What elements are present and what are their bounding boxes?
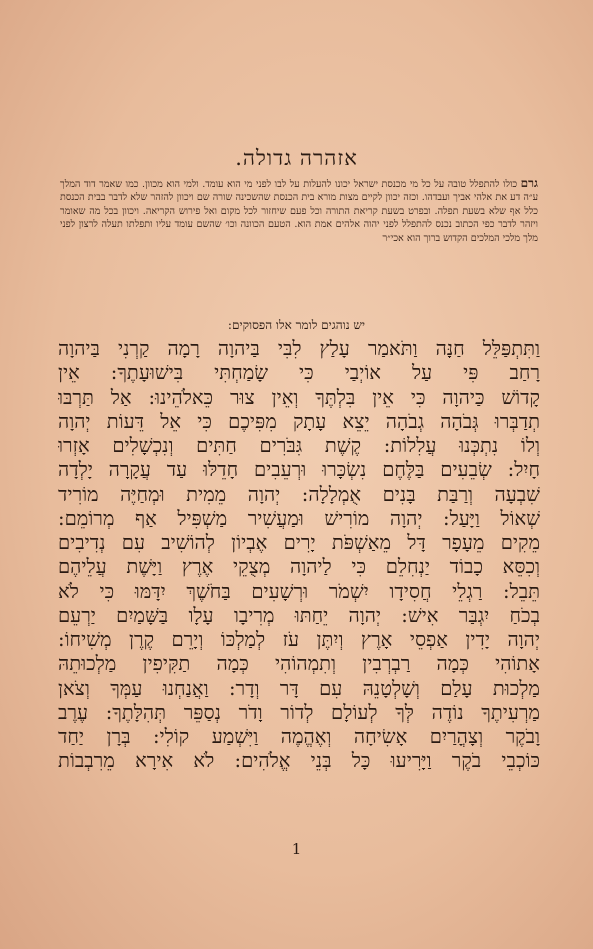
body-line: מֵקִים מֵעָפָר דָּל מֵאַשְׁפֹּת יָרִים אֶבְיוֹן לְהוֹשִׁיב עִם נְדִיבִים (58, 531, 540, 554)
body-line: כּוֹכְבֵי בֹקֶר וַיָּרִיעוּ כָּל בְּנֵי אֱלֹהִים: לֹא אִירָא מֵרִבְבוֹת (58, 749, 540, 773)
body-line: אָתוֹהִי כְּמָה רַבְרְבִין וְתִמְהוֹהִי כְּמָה תַקִּיפִין מַלְכוּתֵהּ (58, 652, 540, 676)
body-line: וַתִּתְפַּלֵּל חַנָּה וַתֹּאמַר עָלַץ לִבִּי בַּיהוָה רָמָה קַרְנִי בַּיהוָה (58, 337, 540, 360)
page-number: 1 (291, 840, 302, 858)
body-line: שִׁבְעָה וְרַבַּת בָּנִים אֻמְלָלָה: יְהוָה מֵמִית וּמְחַיֶּה מוֹרִיד (58, 482, 540, 506)
body-line: רָחַב פִּי עַל אוֹיְבַי כִּי שָׂמַחְתִּי בִּישׁוּעָתֶךָ: אֵין (58, 361, 540, 385)
body-line: קָדוֹשׁ כַּיהוָה כִּי אֵין בִּלְתֶּךָ וְאֵין צוּר כֵּאלֹהֵינוּ: אַל תַּרְבּוּ (58, 385, 540, 409)
intro-text: כולו להתפלל טובה על כל מי מכנסת ישראל יכונו להעלות על לבו לפני מי הוא עומד. ולמי הוא מכוון. כמו שאמר דוד המלך ע״ה דע את אלהי אביך ועבדהו. וכזה יכוון לקיים מצות מורא בית הכנסת שהשכינה שורה שם ויכוון להזהר שלא לדבר בבית הכנסת כלל אף שלא בשעת תפלה. ובפרט בשעת קריאת התורה וכל פעם שיחזור לכל מקום ואל פירוש הקריאה. ויכוון בכל מה שאומר ויזהר לדבר כפי הכתוב נכנס להתפלל לפני יהוה אלהים אמת הוא. הטעם הכוונה וכו׳ שהשם עומד עליו ותפלתו תעלה לרצון לפני מלך מלכי המלכים הקדוש ברוך הוא אכי״ר (60, 179, 538, 244)
body-line: וְכִסֵּא כָבוֹד יַנְחִלֵם כִּי לַיהוָה מְצֻקֵי אֶרֶץ וַיָּשֶׁת עֲלֵיהֶם (58, 555, 540, 579)
body-line: בְכֹחַ יִגְבַּר אִישׁ: יְהוָה יֵחַתּוּ מְרִיבָו עָלָו בַּשָּׁמַיִם יַרְעֵם (58, 603, 540, 627)
intro-paragraph (60, 177, 538, 245)
body-line: יְהוָה יָדִין אַפְסֵי אָרֶץ וְיִתֶּן עֹז לְמַלְכּוֹ וְיָרֵם קֶרֶן מְשִׁיחוֹ: (58, 628, 540, 651)
body-line: תֵּבֵל: רַגְלֵי חֲסִידָו יִשְׁמֹר וּרְשָׁעִים בַּחֹשֶׁךְ יִדָּמּוּ כִּי לֹא (58, 579, 540, 603)
body-line: שְׁאוֹל וַיָּעַל: יְהוָה מוֹרִישׁ וּמַעֲשִׁיר מַשְׁפִּיל אַף מְרוֹמֵם: (58, 506, 540, 530)
body-line: תְדַבְּרוּ גְּבֹהָה גְבֹהָה יֵצֵא עָתָק מִפִּיכֶם כִּי אֵל דֵּעוֹת יְהוָה (58, 409, 540, 433)
body-line: וְלוֹ נִתְכְּנוּ עֲלִלוֹת: קֶשֶׁת גִּבֹּרִים חַתִּים וְנִכְשָׁלִים אָזְרוּ (58, 434, 540, 457)
intro-lead-word: גרם (520, 176, 538, 190)
prayer-text (58, 337, 540, 774)
body-line: חָיִל: שְׂבֵעִים בַּלֶּחֶם נִשְׂכָּרוּ וּרְעֵבִים חָדֵלּוּ עַד עֲקָרָה יָלְדָה (58, 458, 540, 482)
body-line: מַלְכוּת עָלַם וְשָׁלְטָנֵהּ עִם דָּר וְדָר: וַאֲנַחְנוּ עַמְּךָ וְצֹאן (58, 676, 540, 700)
body-line: מַרְעִיתֶךָ נוֹדֶה לְּךָ לְעוֹלָם לְדוֹר וָדֹר נְסַפֵּר תְּהִלָּתֶךָ: עֶרֶב (58, 700, 540, 724)
page-title: אזהרה גדולה. (235, 146, 358, 170)
body-line: וָבֹקֶר וְצָהֳרַיִם אָשִׂיחָה וְאֶהֱמֶה וַיִּשְׁמַע קוֹלִי: בְּרָן יַחַד (58, 725, 540, 748)
subheading: יש נוהגים לומר אלו הפסוקים: (227, 318, 366, 332)
